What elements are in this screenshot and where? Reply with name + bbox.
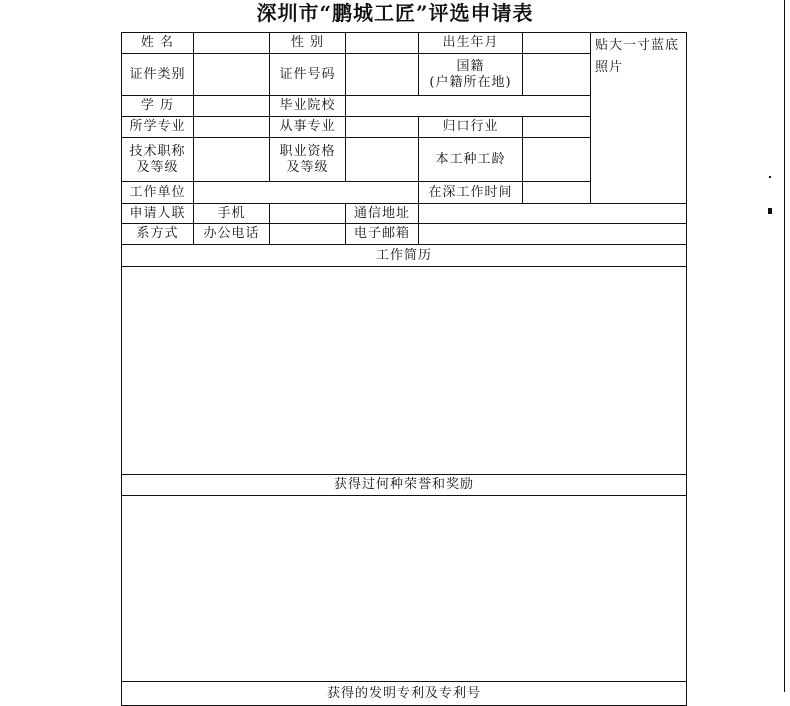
section-honors-label: 获得过何种荣誉和奖励 — [122, 475, 687, 496]
field-office-phone[interactable] — [270, 224, 346, 245]
field-id-number[interactable] — [346, 54, 419, 96]
field-gender[interactable] — [346, 33, 419, 54]
label-qualification: 职业资格 及等级 — [270, 138, 346, 182]
application-form-table — [121, 32, 687, 706]
field-sz-years[interactable] — [523, 182, 591, 204]
row-honors-header — [122, 475, 687, 496]
row-resume-body — [122, 267, 687, 475]
row-contact-1 — [122, 204, 687, 224]
row-name — [122, 33, 687, 54]
label-id-type: 证件类别 — [122, 54, 194, 96]
field-email[interactable] — [419, 224, 687, 245]
label-education: 学 历 — [122, 96, 194, 117]
label-birth: 出生年月 — [419, 33, 523, 54]
field-title-level[interactable] — [194, 138, 270, 182]
row-contact-2 — [122, 224, 687, 245]
field-occupation[interactable] — [346, 117, 419, 138]
label-email: 电子邮箱 — [346, 224, 419, 245]
field-major[interactable] — [194, 117, 270, 138]
field-birth[interactable] — [523, 33, 591, 54]
row-patents-header — [122, 682, 687, 706]
row-honors-body — [122, 496, 687, 682]
row-resume-header — [122, 245, 687, 267]
honors-textarea[interactable] — [122, 496, 687, 682]
scan-speck — [768, 208, 772, 214]
field-nationality[interactable] — [523, 54, 591, 96]
field-education[interactable] — [194, 96, 270, 117]
field-id-type[interactable] — [194, 54, 270, 96]
field-school[interactable] — [346, 96, 591, 117]
label-contact-2: 系方式 — [122, 224, 194, 245]
label-id-number: 证件号码 — [270, 54, 346, 96]
field-qualification[interactable] — [346, 138, 419, 182]
resume-textarea[interactable] — [122, 267, 687, 475]
field-industry[interactable] — [523, 117, 591, 138]
field-work-years[interactable] — [523, 138, 591, 182]
label-sz-years: 在深工作时间 — [419, 182, 523, 204]
label-contact: 申请人联 — [122, 204, 194, 224]
form-title: 深圳市“鹏城工匠”评选申请表 — [256, 1, 534, 25]
photo-box[interactable]: 贴大一寸蓝底照片 — [591, 33, 687, 204]
label-major: 所学专业 — [122, 117, 194, 138]
section-patents-label: 获得的发明专利及专利号 — [122, 682, 687, 706]
field-mobile[interactable] — [270, 204, 346, 224]
label-industry: 归口行业 — [419, 117, 523, 138]
label-name: 姓 名 — [122, 33, 194, 54]
scan-speck — [769, 176, 771, 178]
label-school: 毕业院校 — [270, 96, 346, 117]
field-address[interactable] — [419, 204, 687, 224]
label-address: 通信地址 — [346, 204, 419, 224]
label-office-phone: 办公电话 — [194, 224, 270, 245]
label-gender: 性 别 — [270, 33, 346, 54]
page-edge-line — [784, 0, 785, 692]
section-resume-label: 工作简历 — [122, 245, 687, 267]
label-title-level: 技术职称 及等级 — [122, 138, 194, 182]
label-work-years: 本工种工龄 — [419, 138, 523, 182]
label-employer: 工作单位 — [122, 182, 194, 204]
label-nationality: 国籍 (户籍所在地) — [419, 54, 523, 96]
field-name[interactable] — [194, 33, 270, 54]
label-mobile: 手机 — [194, 204, 270, 224]
label-occupation: 从事专业 — [270, 117, 346, 138]
field-employer[interactable] — [194, 182, 419, 204]
